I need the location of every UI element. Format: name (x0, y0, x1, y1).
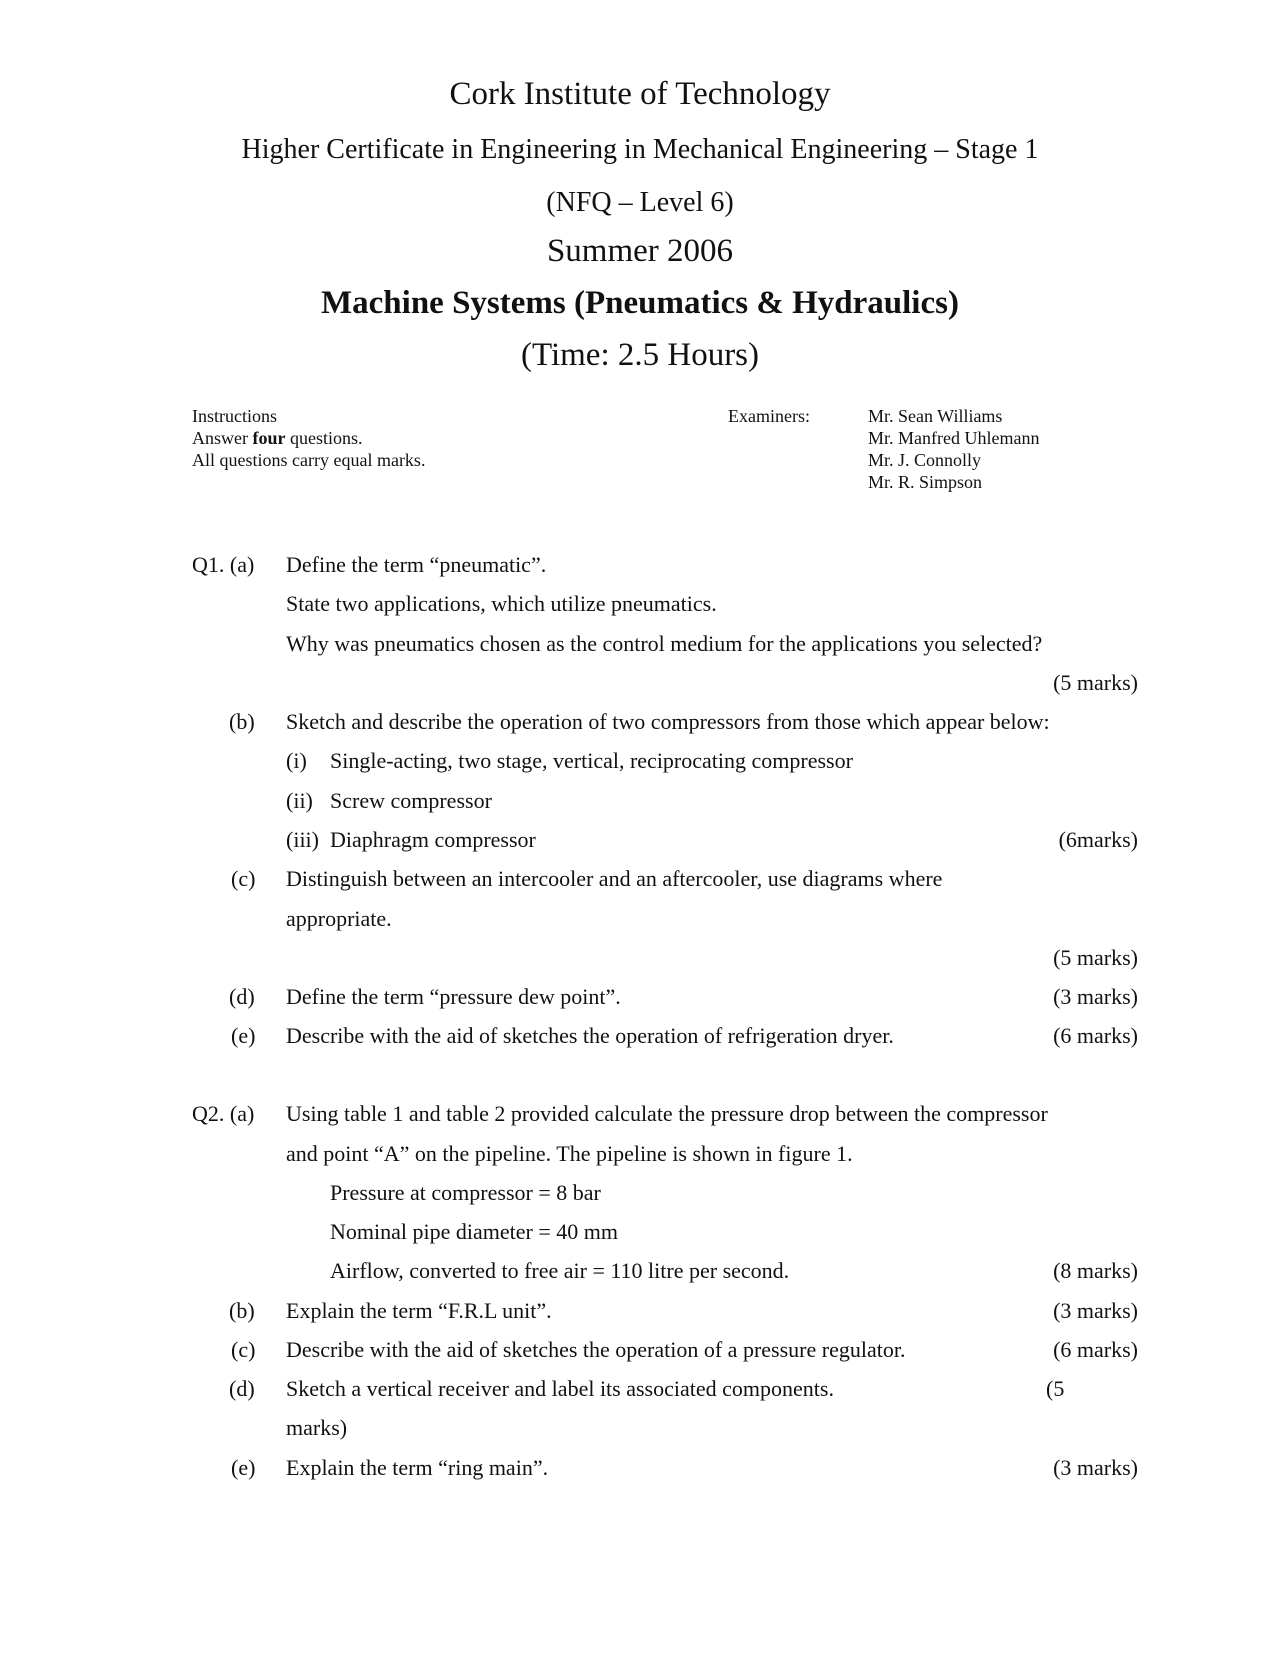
examiners-list (868, 405, 1039, 493)
q1b-item-text: Diaphragm compressor (330, 827, 536, 852)
institute-title: Cork Institute of Technology (449, 76, 831, 112)
q1d-label: (d) (229, 984, 255, 1009)
examiner-name: Mr. J. Connolly (868, 450, 982, 470)
instructions-line-2: All questions carry equal marks. (192, 450, 426, 470)
q1b-label: (b) (229, 709, 255, 734)
q1d-text: Define the term “pressure dew point”. (286, 984, 621, 1009)
exam-duration: (Time: 2.5 Hours) (520, 337, 760, 373)
examiner-name: Mr. Sean Williams (868, 406, 1003, 426)
q2a-marks: (8 marks) (1053, 1258, 1138, 1283)
q2b-marks: (3 marks) (1053, 1298, 1138, 1323)
q1b-text: Sketch and describe the operation of two compressors from those which appear below: (286, 709, 1050, 734)
q1a-line-2: State two applications, which utilize pneumatics. (286, 591, 717, 616)
q2a-line-2: and point “A” on the pipeline. The pipeline is shown in figure 1. (286, 1141, 853, 1166)
q1c-marks: (5 marks) (1053, 945, 1138, 970)
q1a-line-1: Define the term “pneumatic”. (286, 552, 547, 577)
q2d-text: Sketch a vertical receiver and label its associated components. (286, 1376, 834, 1401)
subject-title: Machine Systems (Pneumatics & Hydraulics) (321, 285, 959, 321)
q1b-item-num: (i) (286, 748, 307, 773)
instructions-heading: Instructions (192, 406, 277, 426)
q2a-line-1: Using table 1 and table 2 provided calculate the pressure drop between the compressor (286, 1101, 1048, 1126)
q2c-text: Describe with the aid of sketches the operation of a pressure regulator. (286, 1337, 906, 1362)
q2a-data-line: Nominal pipe diameter = 40 mm (330, 1219, 618, 1244)
q1b-item-num: (iii) (286, 827, 319, 852)
exam-session: Summer 2006 (546, 233, 734, 269)
q1e-marks: (6 marks) (1053, 1023, 1138, 1048)
q1-label: Q1. (a) (192, 552, 255, 577)
nfq-level: (NFQ – Level 6) (546, 187, 734, 218)
q2c-label: (c) (231, 1337, 256, 1362)
q1d-marks: (3 marks) (1053, 984, 1138, 1009)
q1c-line-1: Distinguish between an intercooler and an aftercooler, use diagrams where (286, 866, 943, 891)
q1a-marks: (5 marks) (1053, 670, 1138, 695)
q1b-item-num: (ii) (286, 788, 313, 813)
q2e-text: Explain the term “ring main”. (286, 1455, 549, 1480)
q2b-text: Explain the term “F.R.L unit”. (286, 1298, 552, 1323)
q2d-label: (d) (229, 1376, 255, 1401)
q2a-data-line: Pressure at compressor = 8 bar (330, 1180, 601, 1205)
q2-label: Q2. (a) (192, 1101, 255, 1126)
q1e-text: Describe with the aid of sketches the operation of refrigeration dryer. (286, 1023, 894, 1048)
q2d-marks-part-2: marks) (286, 1415, 348, 1440)
q1c-label: (c) (231, 866, 256, 891)
q1b-item-text: Screw compressor (330, 788, 492, 813)
q2e-marks: (3 marks) (1053, 1455, 1138, 1480)
q1e-label: (e) (231, 1023, 256, 1048)
q2e-label: (e) (231, 1455, 256, 1480)
q1a-line-3: Why was pneumatics chosen as the control medium for the applications you selected? (286, 631, 1043, 656)
examiner-name: Mr. R. Simpson (868, 472, 983, 492)
examiners-label: Examiners: (728, 406, 810, 426)
instructions-line-1: Answer four questions. (192, 428, 363, 448)
q1b-marks: (6marks) (1058, 827, 1138, 852)
programme-title: Higher Certificate in Engineering in Mechanical Engineering – Stage 1 (241, 134, 1039, 165)
instructions-block (192, 405, 425, 471)
q2d-marks-part-1: (5 (1046, 1376, 1065, 1401)
q1b-item-text: Single-acting, two stage, vertical, reciprocating compressor (330, 748, 853, 773)
examiner-name: Mr. Manfred Uhlemann (868, 428, 1040, 448)
q2b-label: (b) (229, 1298, 255, 1323)
q1c-line-2: appropriate. (286, 906, 392, 931)
q2a-data-line: Airflow, converted to free air = 110 litre per second. (330, 1258, 790, 1283)
q2c-marks: (6 marks) (1053, 1337, 1138, 1362)
